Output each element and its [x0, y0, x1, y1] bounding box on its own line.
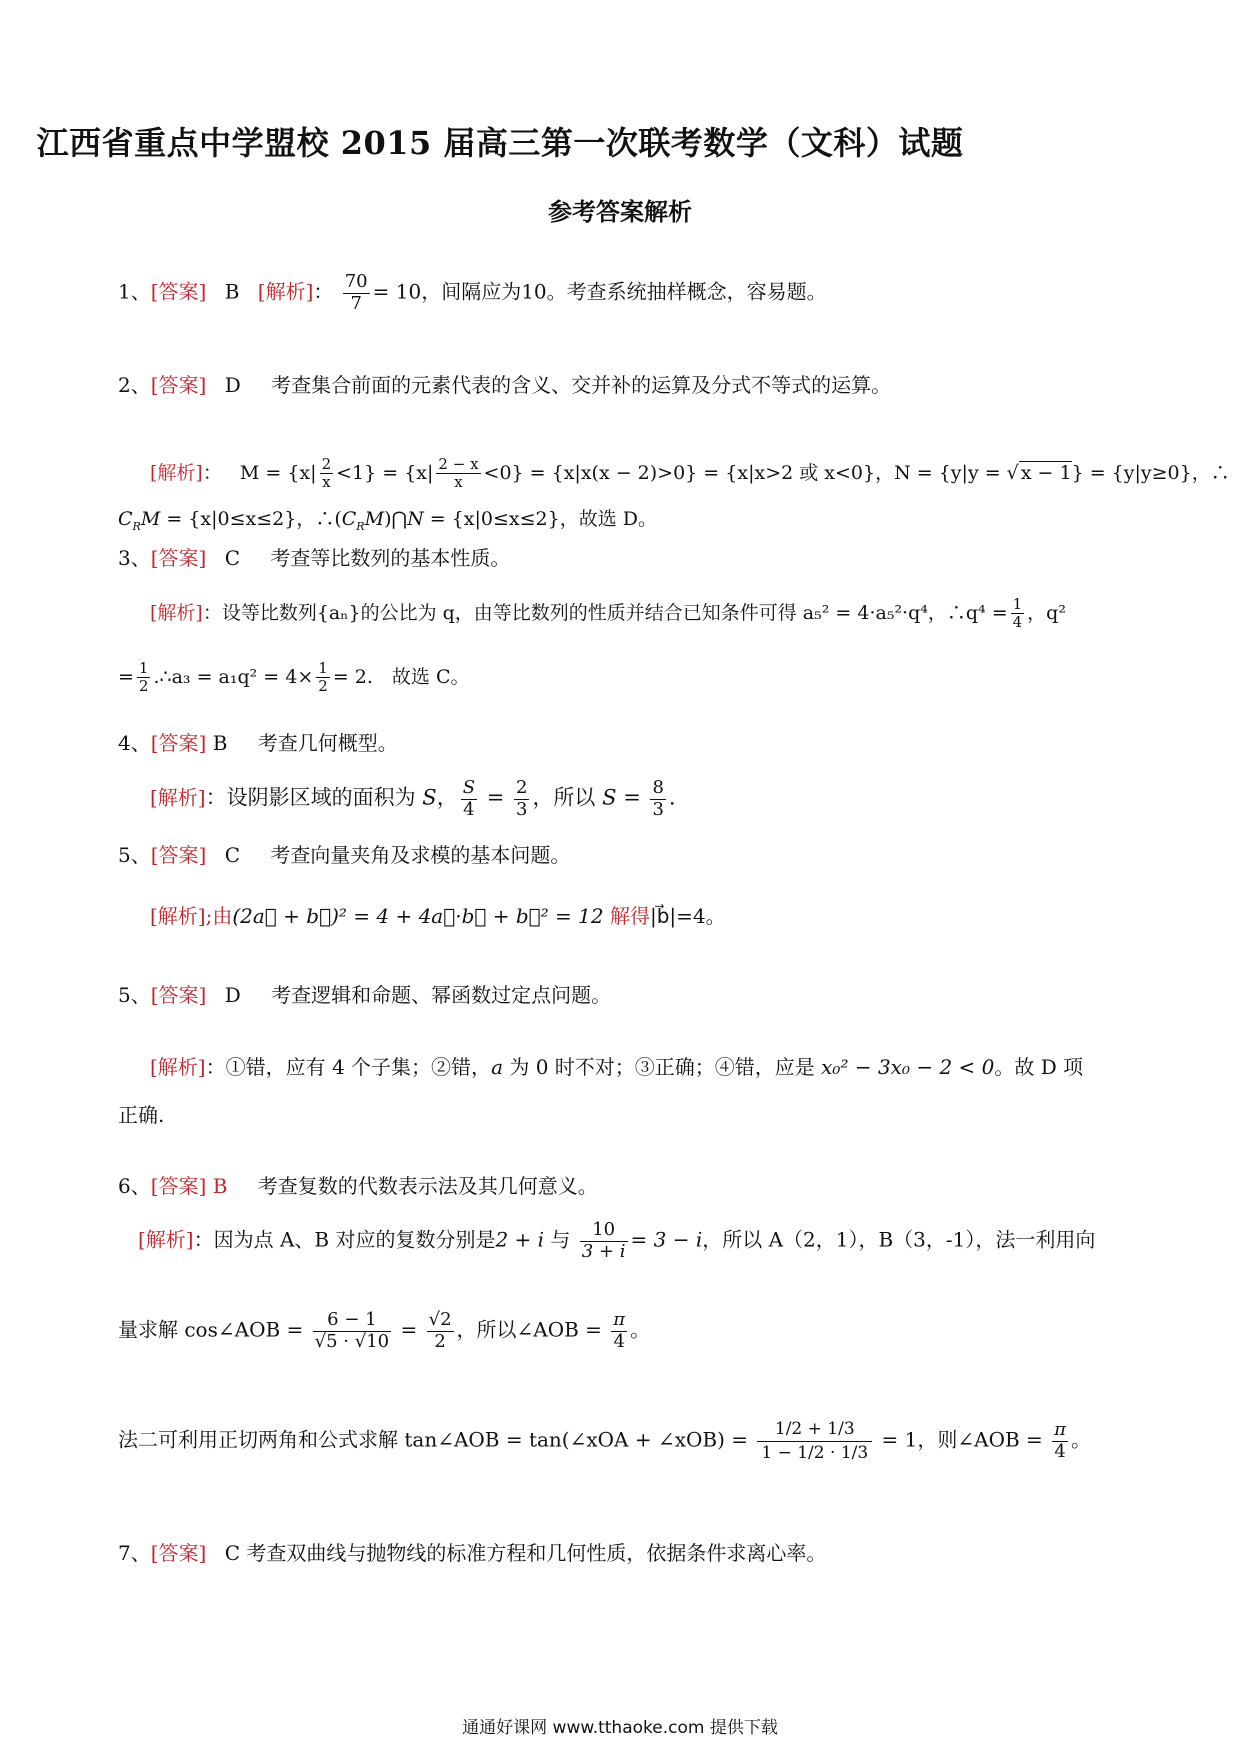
q5b-line	[118, 983, 611, 1007]
q4-text1: 设阴影区域的面积为	[226, 785, 423, 810]
q2-sqrt: x − 1	[1020, 461, 1072, 484]
q6-answer: B	[212, 1174, 228, 1198]
q2-topic: 考查集合前面的元素代表的含义、交并补的运算及分式不等式的运算。	[271, 373, 892, 397]
q2-set-m: M = {x|	[239, 461, 317, 484]
q4-answer-label: [答案]	[150, 731, 207, 755]
q6-z1: 2 + i	[495, 1227, 545, 1252]
q6-answer-label: [答案]	[150, 1174, 207, 1198]
q2-complement-result: = {x|0≤x≤2}，∴(	[160, 508, 342, 530]
q1-text: = 10，间隔应为10。考查系统抽样概念，容易题。	[372, 279, 827, 304]
q5-answer: C	[224, 843, 241, 867]
q6-tan-text: 法二可利用正切两角和公式求解 tan∠AOB = tan(∠xOA + ∠xOB) =	[118, 1427, 755, 1452]
q4-text2: ，所以	[532, 785, 603, 810]
q3-frac1: $\frac{1}{4}$	[1012, 595, 1023, 632]
q5b-number: 5、	[118, 983, 151, 1007]
q2-answer-label: [答案]	[150, 373, 207, 397]
q5-solve-label: 解得	[609, 904, 650, 928]
q4-frac3: $\frac{8}{3}$	[652, 777, 664, 820]
q2-analysis-label: [解析]	[150, 461, 203, 484]
q3-frac3: $\frac{1}{2}$	[318, 659, 328, 696]
q2-frac2: $\frac{2 - x}{x}$	[438, 455, 479, 492]
q2-frac1: $\frac{2}{x}$	[321, 455, 332, 492]
q6-angle-text: ，所以∠AOB =	[456, 1317, 609, 1342]
q5b-answer: D	[224, 983, 241, 1007]
q1-line: 1、[答案] B [解析]： $\frac{70}{7}$ = 10，间隔应为10。考查系统抽样概念，容易题。	[118, 271, 827, 314]
q6-cos-text: 量求解 cos∠AOB =	[118, 1317, 310, 1342]
q4-answer: B	[212, 731, 228, 755]
q6-compound-fraction: $\frac{1/2 + 1/3}{1 - 1/2 \cdot 1/3}$	[757, 1420, 872, 1462]
q6-frac-sqrt2: $\frac{√2}{2}$	[428, 1309, 452, 1352]
q6-z2: = 3 − i	[630, 1227, 703, 1252]
q6-analysis-line2: 量求解 cos∠AOB = $\frac{6 - 1}{√5 \cdot √10}$ = $\frac{√2}{2}$ ，所以∠AOB = $\frac{\pi}{4}$ 。	[118, 1309, 651, 1352]
q4-topic: 考查几何概型。	[257, 731, 398, 755]
q3-answer: C	[224, 546, 241, 570]
q1-number: 1、	[118, 279, 151, 304]
q3-analysis-line1: [解析]：设等比数列{aₙ}的公比为 q，由等比数列的性质并结合已知条件可得 a₅² = 4·a₅²·q⁴，∴q⁴ = $\frac{1}{4}$ ，q²	[150, 595, 1066, 632]
q7-topic: 考查双曲线与抛物线的标准方程和几何性质，依据条件求离心率。	[246, 1541, 827, 1565]
q3-calc: .∴a₃ = a₁q² = 4×	[153, 665, 314, 688]
q5-formula: (2a⃗ + b⃗)² = 4 + 4a⃗·b⃗ + b⃗² = 12	[232, 904, 604, 928]
q4-number: 4、	[118, 731, 151, 755]
q5b-analysis-line1: [解析]：①错，应有 4 个子集；②错，a 为 0 时不对；③正确；④错，应是 x₀² − 3x₀ − 2 < 0。故 D 项	[150, 1055, 1084, 1079]
q7-answer: C	[224, 1541, 241, 1565]
q7-number: 7、	[118, 1541, 151, 1565]
q6-topic: 考查复数的代数表示法及其几何意义。	[257, 1174, 598, 1198]
q7-line	[118, 1541, 826, 1565]
q4-analysis-label: [解析]	[150, 785, 206, 810]
q5-result: |b⃗|=4。	[649, 904, 726, 928]
q6-analysis-label: [解析]	[138, 1227, 194, 1252]
q5b-analysis-line2: 正确.	[118, 1103, 165, 1127]
q6-tan-result: = 1，则∠AOB =	[875, 1427, 1050, 1452]
q2-conclusion: = {x|0≤x≤2}，故选 D。	[423, 508, 657, 530]
q5b-answer-label: [答案]	[150, 983, 207, 1007]
q6-line	[118, 1174, 598, 1198]
q2-analysis-line2: $C_RM = \{x|0\le x\le 2\}$，$\therefore(C_RM)⋂N = \{x|0\le x\le 2\}$，故选 D。	[118, 508, 657, 533]
q3-number: 3、	[118, 546, 151, 570]
q3-analysis-text: 设等比数列{aₙ}的公比为 q，由等比数列的性质并结合已知条件可得 a₅² = 4·a₅²·q⁴，∴q⁴ =	[221, 601, 1008, 624]
q5-topic: 考查向量夹角及求模的基本问题。	[270, 843, 571, 867]
q6-text2: ，所以 A（2，1），B（3，-1），法一利用向	[702, 1227, 1096, 1252]
q5b-text2: 为 0 时不对；③正确；④错，应是	[503, 1055, 822, 1079]
q2-set-n2: } = {y|y≥0}，∴	[1071, 461, 1230, 484]
document-subtitle: 参考答案解析	[548, 197, 692, 226]
q2-set-n: <0} = {x|x(x − 2)>0} = {x|x>2 或 x<0}，N = {y|y =	[483, 461, 1007, 484]
page-footer: 通通好课网 www.tthaoke.com 提供下载	[462, 1718, 778, 1738]
q1-analysis-label: [解析]	[257, 279, 314, 304]
q3-frac2: $\frac{1}{2}$	[138, 659, 149, 696]
document-title: 江西省重点中学盟校 2015 届高三第一次联考数学（文科）试题	[36, 124, 964, 162]
q1-answer-label: [答案]	[150, 279, 207, 304]
q6-frac-pi: $\frac{\pi}{4}$	[613, 1309, 626, 1352]
q6-frac-pi2: $\frac{\pi}{4}$	[1054, 1419, 1066, 1462]
q2-set-m2: <1} = {x|	[336, 461, 434, 484]
q5-answer-label: [答案]	[150, 843, 207, 867]
q2-complement: C	[118, 508, 133, 530]
q3-answer-label: [答案]	[150, 546, 207, 570]
q5-line	[118, 843, 570, 867]
q6-frac-cos: $\frac{6 - 1}{√5 \cdot √10}$	[314, 1309, 390, 1352]
q2-analysis-line1: [解析]： M = {x| $\frac{2}{x}$ <1} = {x| $\frac{2 - x}{x}$ <0} = {x|x(x − 2)>0} = {x|x>2 或 x<0}，N = {y|y = √ x − 1} = {y|y≥0}，∴	[150, 455, 1230, 492]
q3-topic: 考查等比数列的基本性质。	[270, 546, 511, 570]
q6-analysis-line1: [解析]：因为点 A、B 对应的复数分别是2 + i 与 $\frac{10}{3 + i}$ = 3 − i，所以 A（2，1），B（3，-1），法一利用向	[138, 1219, 1096, 1262]
q5b-formula: x₀² − 3x₀ − 2 < 0	[821, 1055, 995, 1079]
q2-number: 2、	[118, 373, 151, 397]
q3-analysis-label: [解析]	[150, 601, 203, 624]
q3-line	[118, 546, 510, 570]
q6-frac1: $\frac{10}{3 + i}$	[581, 1219, 626, 1262]
q4-frac2: $\frac{2}{3}$	[515, 777, 528, 820]
q5-number: 5、	[118, 843, 151, 867]
q7-answer-label: [答案]	[150, 1541, 207, 1565]
q4-line	[118, 731, 398, 755]
q3-conclusion: = 2. 故选 C。	[332, 665, 470, 688]
q3-analysis-line2: = $\frac{1}{2}$ .∴a₃ = a₁q² = 4× $\frac{1}{2}$ = 2. 故选 C。	[118, 659, 470, 696]
q1-fraction: $\frac{70}{7}$	[344, 271, 368, 314]
q5-analysis-line: [解析];由(2a⃗ + b⃗)² = 4 + 4a⃗·b⃗ + b⃗² = 12 解得|b⃗|=4。	[150, 904, 726, 928]
q5-analysis-label: [解析]	[150, 904, 206, 928]
q6-text1: ：因为点 A、B 对应的复数分别是	[193, 1227, 496, 1252]
q1-answer: B	[224, 279, 240, 304]
q4-analysis-line: [解析]：设阴影区域的面积为 S， $\frac{S}{4}$ = $\frac{2}{3}$ ，所以 S = $\frac{8}{3}$ .	[150, 777, 676, 820]
q6-analysis-line3: 法二可利用正切两角和公式求解 tan∠AOB = tan(∠xOA + ∠xOB) = $\frac{1/2 + 1/3}{1 - 1/2 \cdot 1/3}$ = 1，则∠AOB = $\frac{\pi}{4}$ 。	[118, 1419, 1091, 1463]
q5b-topic: 考查逻辑和命题、幂函数过定点问题。	[271, 983, 612, 1007]
q5b-analysis-label: [解析]	[150, 1055, 206, 1079]
q6-number: 6、	[118, 1174, 151, 1198]
q2-line	[118, 373, 891, 397]
q5b-text1: ：①错，应有 4 个子集；②错，	[205, 1055, 492, 1079]
q5b-text3: 。故 D 项	[994, 1055, 1084, 1079]
q4-frac1: $\frac{S}{4}$	[462, 777, 476, 820]
q2-answer: D	[224, 373, 241, 397]
